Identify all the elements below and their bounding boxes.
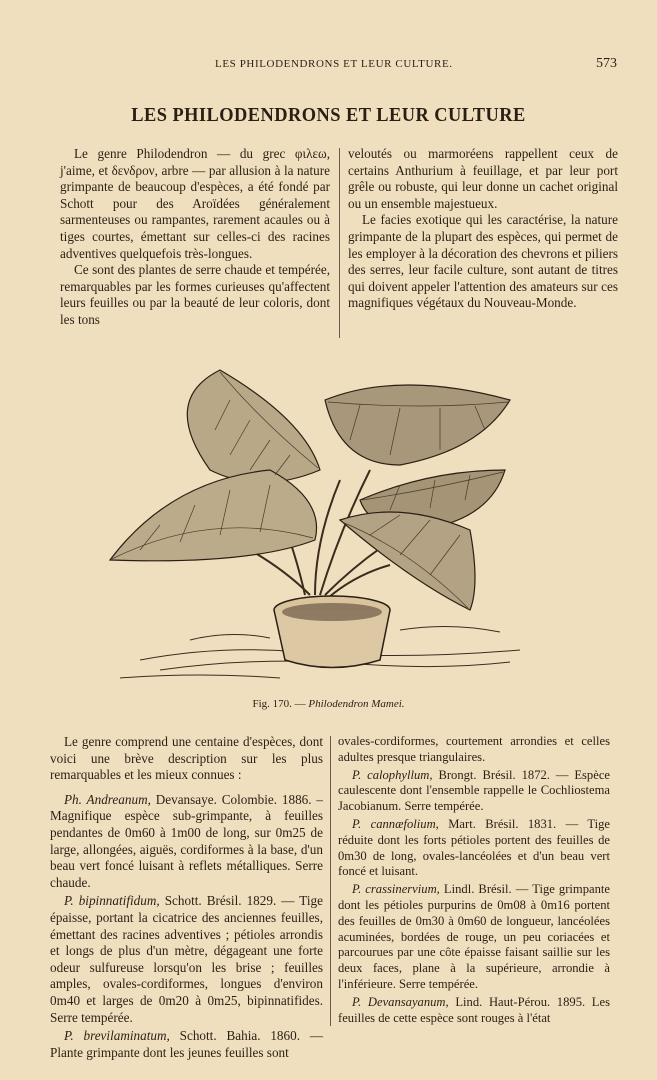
species-name: P. calophyllum, <box>352 767 433 782</box>
philodendron-engraving <box>100 360 560 690</box>
species-text: Devansaye. Colombie. 1886. – Magnifique espèce sub-grimpante, à feuilles pendantes de 0m60 à 1m00 de long, sur 0m25 de large, allongées, aiguës, cordiformes à la base, d'un beau vert foncé luisant à reflets métalliques. Serre chaude. <box>50 791 323 890</box>
running-title: LES PHILODENDRONS ET LEUR CULTURE. <box>215 58 453 70</box>
species-entry-andreanum <box>50 792 323 892</box>
species-lead: Le genre comprend une centaine d'espèces, dont voici une brève description sur les plus remarquables et les mieux connues : <box>50 734 323 783</box>
species-text: Lind. Haut-Pérou. 1895. Les feuilles de cette espèce sont rouges à l'état <box>338 994 610 1025</box>
article-title: LES PHILODENDRONS ET LEUR CULTURE <box>131 104 526 126</box>
intro-paragraph-2: Ce sont des plantes de serre chaude et tempérée, remarquables par les formes curieuses qu'affectent leurs feuilles ou par la beauté de leur coloris, dont les tons <box>60 262 330 327</box>
intro-paragraph-1: Le genre Philodendron — du grec φιλεω, j'aime, et δενδρον, arbre — par allusion à la nature grimpante de beaucoup d'espèces, a été fondé par Schott pour des Aroïdées généralement sarmenteuses ou rampantes, rarement acaules ou à tiges courtes, émettant sur celles-ci des racines adventives quelquefois très-longues. <box>60 146 330 261</box>
species-text: Schott. Bahia. 1860. — Plante grimpante dont les jeunes feuilles sont <box>50 1028 324 1060</box>
intro-column-left <box>60 146 330 329</box>
species-column-left <box>50 734 323 1061</box>
species-name: Ph. Andreanum, <box>64 791 151 807</box>
column-divider-top <box>339 148 340 338</box>
species-text: Brongt. Brésil. 1872. — Espèce caulescente dont l'ensemble rappelle le Cochliostema Jacobianum. Serre tempérée. <box>338 767 610 814</box>
species-entry-calophyllum <box>338 768 610 815</box>
intro-column-right <box>348 146 618 312</box>
species-entry-brevilaminatum <box>50 1028 323 1061</box>
figure-philodendron-illustration <box>100 360 560 690</box>
intro-paragraph-3: veloutés ou marmoréens rappellent ceux de certains Anthurium à feuillage, et par leur port grêle ou robuste, qui leur donne un cachet original ou un ensemble majestueux. <box>348 146 618 211</box>
species-entry-cannaefolium <box>338 817 610 880</box>
running-head <box>0 58 657 76</box>
caption-species: Philodendron Mamei. <box>308 698 405 710</box>
species-continuation: ovales-cordiformes, courtement arrondies et celles adultes presque triangulaires. <box>338 734 610 764</box>
species-name: P. bipinnatifidum, <box>64 893 160 909</box>
species-entry-devansayanum <box>338 995 610 1027</box>
figure-caption <box>0 698 657 710</box>
page-number: 573 <box>596 56 617 71</box>
species-text: Lindl. Brésil. — Tige grimpante dont les pétioles purpurins de 0m08 à 0m16 portent des feuilles de 0m30 à 0m60 de longueur, lancéolées acuminées, bordées de rouge, un peu coriacées et parcourues par une côte épaisse faisant saillie sur les deux faces, plane à la supérieure, arrondie à l'inférieure. Serre tempérée. <box>338 882 610 991</box>
species-name: P. cannæfolium, <box>352 816 439 831</box>
species-text: Schott. Brésil. 1829. — Tige épaisse, portant la cicatrice des anciennes feuilles, émettant des racines adventives ; pétioles arrondis et longs de plus d'un mètre, dégageant une forte odeur sulfureuse lorsqu'on les brise ; feuilles amples, ovales-cordiformes, longues d'environ 0m40 et larges de 0m20 à 0m25, bipinnatifides. Serre tempérée. <box>50 893 323 1025</box>
species-text: Mart. Brésil. 1831. — Tige réduite dont les forts pétioles portent des feuilles de 0m30 de long, ovales-lancéolées et d'un beau vert foncé et luisant. <box>338 816 610 879</box>
species-entry-crassinervium <box>338 882 610 993</box>
species-name: P. Devansayanum, <box>352 994 449 1009</box>
column-divider-bottom <box>330 736 331 1026</box>
species-entry-bipinnatifidum <box>50 893 323 1026</box>
species-column-right <box>338 734 610 1026</box>
species-name: P. brevilaminatum, <box>64 1028 170 1044</box>
caption-label: Fig. 170. — <box>252 698 306 710</box>
species-name: P. crassinervium, <box>352 882 440 897</box>
intro-paragraph-4: Le facies exotique qui les caractérise, la nature grimpante de la plupart des espèces, qui permet de les employer à la décoration des chevrons et piliers des serres, leur facile culture, sont autant de titres qui doivent appeler l'attention des amateurs sur ces magnifiques végétaux du Nouveau-Monde. <box>348 212 618 311</box>
